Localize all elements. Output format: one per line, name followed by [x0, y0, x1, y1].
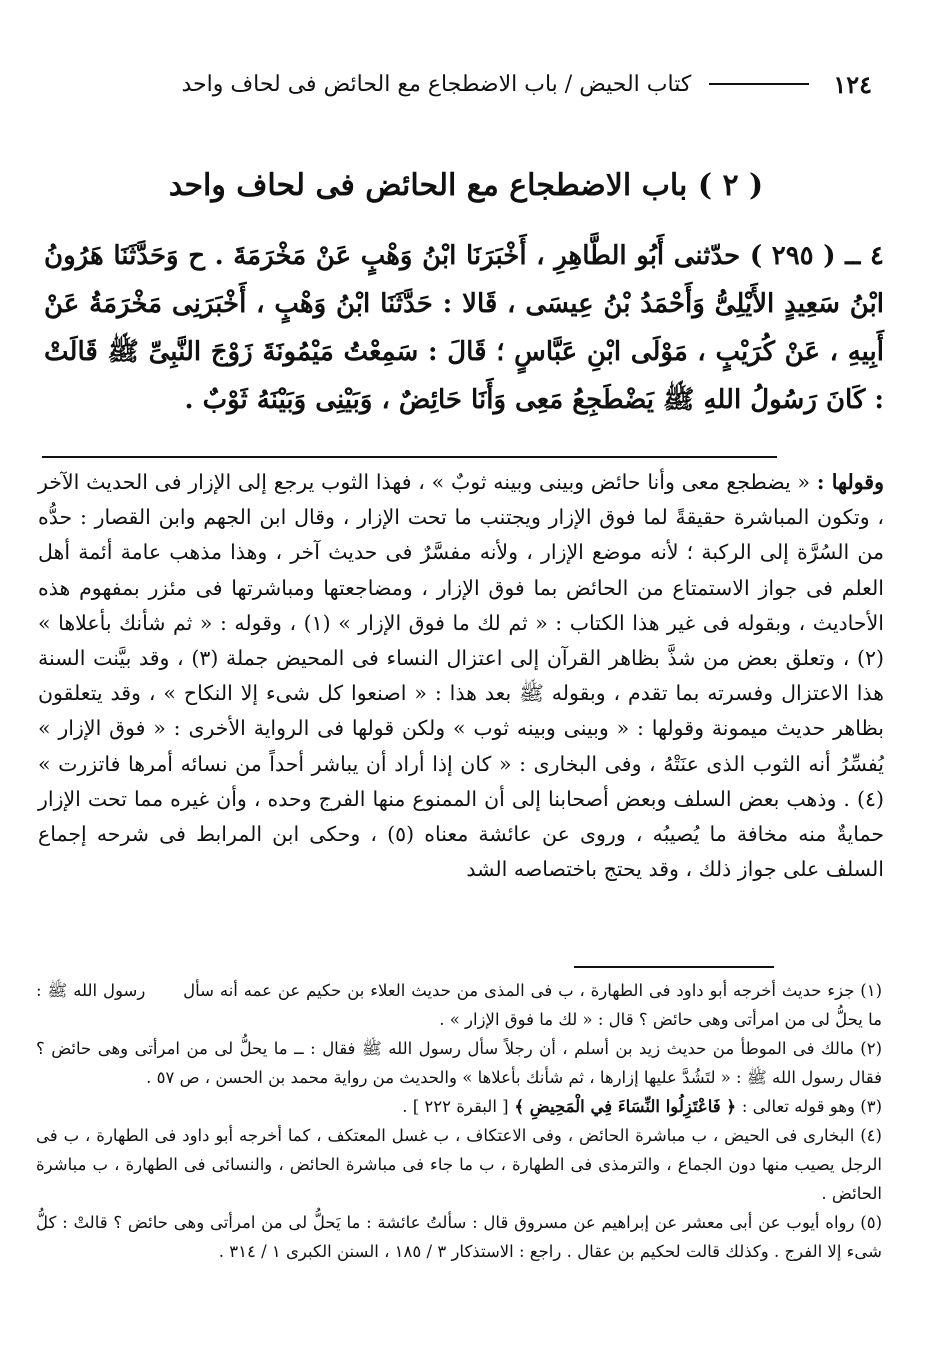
hadith-text-block: [44, 232, 884, 424]
commentary-lead: وقولها :: [816, 470, 884, 494]
footnote-1: [36, 976, 882, 1034]
footnote-2: [36, 1034, 882, 1092]
footnote-text: (٥) رواه أيوب عن أبى معشر عن إبراهيم عن مسروق قال : سألتُ عائشة : ما يَحلُّ لى من امرأتى وهى: [173, 1213, 882, 1232]
footnote-continuation: رسول الله ﷺ : ما يحلُّ لى من امرأتى وهى حائض ؟ قال : « لك ما فوق الإزار » .: [36, 981, 882, 1029]
footnote-4: [36, 1121, 882, 1208]
running-header: [28, 64, 872, 104]
footnote-text: (٢) مالك فى الموطأ من حديث زيد بن أسلم ، أن رجلاً سأل رسول الله ﷺ فقال : ــ ما يحلُّ لى من: [186, 1039, 882, 1058]
page-number: ١٢٤: [833, 69, 872, 99]
commentary-text: « يضطجع معى وأنا حائض وبينى وبينه ثوبٌ » ، فهذا الثوب يرجع إلى الإزار فى الحديث الآخر ، وتكون المباشرة حقيقةً لما فوق الإزار ويجتنب ما تحت الإزار ، وقال ابن الجهم وابن القصار : حدُّه من السُرَّة إلى الركبة ؛ لأنه موضع الإزار ، ولأنه مفسَّرٌ فى حديث آخر ، وهذا مذهب عامة أئمة أهل العلم فى جواز الاستمتاع من الحائض بما فوق الإزار ، ومضاجعتها ومباشرتها فى مئزر بمفهوم هذه الأحاديث ، وبقوله فى غير هذا الكتاب : « ثم لك ما فوق الإزار » (١) ، وقوله : « ثم شأنك بأعلاها » (٢) ، وتعلق بعض من شذَّ بظاهر القرآن إلى اعتزال النساء فى المحيض جملة (٣) ، وقد بيَّنت السنة هذا الاعتزال وفسرته بما تقدم ، وبقوله ﷺ بعد هذا : « اصنعوا كل شىء إلا النكاح » ، وقد يتعلقون بظاهر حديث ميمونة وقولها : « وبينى وبينه ثوب » ولكن قولها فى الرواية الأخرى : « فوق الإزار » يُفسِّرُ أنه الثوب الذى عنَتْهُ ، وفى البخارى : « كان إذا أراد أن يباشر أحداً من نسائه أمرها فاتزرت » (٤) . وذهب بعض السلف وبعض أصحابنا إلى أن الممنوع منها الفرج وحده ، وأن غيره مما تحت الإزار حمايةٌ منه مخافة ما يُصيبُه ، وروى عن عائشة معناه (٥) ، وحكى ابن المرابط فى شرحه إجماع السلف على جواز ذلك ، وقد يحتج باختصاصه الشد: [38, 470, 884, 882]
commentary-block: [38, 465, 884, 887]
footnotes: [36, 976, 882, 1266]
hadith-commentary-divider: [42, 456, 777, 458]
footnote-continuation: الطهارة ، ب فى الرجل يصيب منها دون الجماع ، والترمذى فى الطهارة ، ب ما جاء فى مباشرة الحائض ، والنسائى فى الطهارة ، ب مباشرة الحائض .: [36, 1126, 882, 1203]
commentary-paragraph: [38, 465, 884, 887]
hadith-text: ٤ ــ ( ٢٩٥ ) حدّثنى أَبُو الطَّاهِرِ ، أَخْبَرَنَا ابْنُ وَهْبٍ عَنْ مَخْرَمَةَ . ح وَحَدَّثَنَا هَرُونُ ابْنُ سَعِيدٍ الأَيْلِىُّ وَأَحْمَدُ بْنُ عِيسَى ، قَالا : حَدَّثَنَا ابْنُ وَهْبٍ ، أَخْبَرَنِى مَخْرَمَةُ عَنْ أَبِيهِ ، عَنْ كُرَيْبٍ ، مَوْلَى ابْنِ عَبَّاسٍ ؛ قَالَ : سَمِعْتُ مَيْمُونَةَ زَوْجَ النَّبِىِّ ﷺ قَالَتْ : كَانَ رَسُولُ اللهِ ﷺ يَضْطَجِعُ مَعِى وَأَنَا حَائِضٌ ، وَبَيْنِى وَبَيْنَهُ ثَوْبٌ .: [44, 241, 884, 415]
running-title: كتاب الحيض / باب الاضطجاع مع الحائض فى لحاف واحد: [181, 71, 692, 97]
quran-verse: ﴿ فَاعْتَزِلُوا النِّسَاءَ فِي الْمَحِيضِ ﴾: [508, 1097, 742, 1116]
footnote-divider: [574, 966, 774, 968]
footnote-text: (٣) وهو قوله تعالى :: [741, 1097, 882, 1116]
footnote-text: (١) جزء حديث أخرجه أبو داود فى الطهارة ، ب فى المذى من حديث العلاء بن حكيم عن عمه أنه سأل: [183, 981, 883, 1000]
header-rule: [709, 83, 809, 85]
footnote-3: [36, 1092, 882, 1121]
footnote-reference: [ البقرة ٢٢٢ ] .: [402, 1097, 509, 1116]
footnote-continuation: امرأتى وهى حائض ؟ فقال رسول الله ﷺ : « لتَشُدَّ عليها إزارها ، ثم شأنك بأعلاها » والحديث من رواية محمد بن الحسن ، ص ٥٧ .: [36, 1039, 882, 1087]
footnote-5: [36, 1208, 882, 1266]
footnote-text: (٤) البخارى فى الحيض ، ب مباشرة الحائض ، وفى الاعتكاف ، ب غسل المعتكف ، كما أخرجه أبو داود فى: [154, 1126, 882, 1145]
chapter-heading: ( ٢ ) باب الاضطجاع مع الحائض فى لحاف واحد: [168, 168, 764, 203]
footnote-continuation: حائض ؟ قالتْ : كلُّ شىء إلا الفرج . وكذلك قالت لحكيم بن عقال . راجع : الاستذكار ٣ / ١٨٥ ، السنن الكبرى ١ / ٣١٤ .: [36, 1213, 882, 1261]
